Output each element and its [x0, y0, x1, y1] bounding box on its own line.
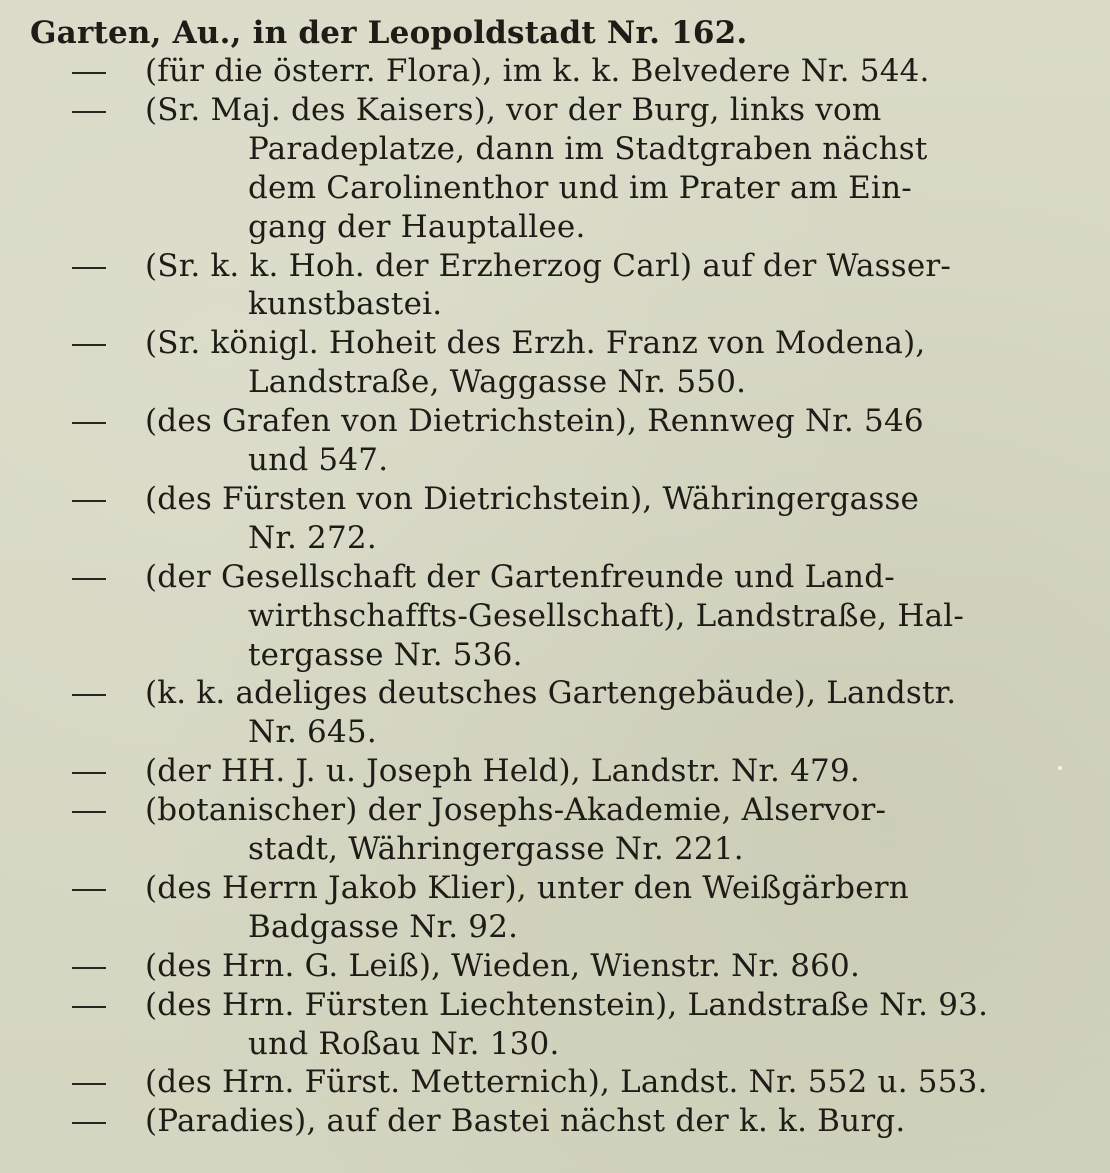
entry-dash	[72, 967, 106, 969]
entry-heading: Garten, Au., in der Leopoldstadt Nr. 162.	[30, 15, 748, 51]
entry-continuation: tergasse Nr. 536.	[248, 636, 523, 673]
entry-dash	[72, 111, 106, 113]
entry-continuation: Nr. 272.	[248, 519, 377, 556]
entry-text: (Sr. Maj. des Kaisers), vor der Burg, links vom	[145, 91, 882, 128]
entry-text: (k. k. adeliges deutsches Gartengebäude), Landstr.	[145, 675, 957, 712]
entry-text: (des Hrn. Fürst. Metternich), Landst. Nr. 552 u. 553.	[145, 1064, 988, 1101]
entry-text: (botanischer) der Josephs-Akademie, Alservor-	[145, 792, 887, 829]
entry-dash	[72, 72, 106, 74]
entry-text: (des Hrn. Fürsten Liechtenstein), Landstraße Nr. 93.	[145, 986, 989, 1023]
entry-continuation: kunstbastei.	[248, 286, 443, 323]
entry-dash	[72, 694, 106, 696]
entry-continuation: Badgasse Nr. 92.	[248, 908, 519, 945]
entry-continuation: wirthschaffts-Gesellschaft), Landstraße, Hal-	[248, 597, 965, 634]
entry-dash	[72, 889, 106, 891]
entry-dash	[72, 1122, 106, 1124]
entry-continuation: Landstraße, Waggasse Nr. 550.	[248, 364, 747, 401]
scan-speck	[1058, 766, 1062, 770]
entry-dash	[72, 578, 106, 580]
entry-text: (Paradies), auf der Bastei nächst der k. k. Burg.	[145, 1103, 906, 1140]
entry-continuation: und 547.	[248, 442, 389, 478]
entry-dash	[72, 422, 106, 424]
entry-continuation: stadt, Währingergasse Nr. 221.	[248, 831, 744, 867]
entry-text: (Sr. königl. Hoheit des Erzh. Franz von Modena),	[145, 325, 926, 362]
entry-text: (der Gesellschaft der Gartenfreunde und Land-	[145, 558, 895, 595]
entry-text: (des Hrn. G. Leiß), Wieden, Wienstr. Nr. 860.	[145, 947, 861, 984]
entry-continuation: gang der Hauptallee.	[248, 208, 586, 245]
entry-continuation: und Roßau Nr. 130.	[248, 1025, 560, 1062]
entry-text: (des Fürsten von Dietrichstein), Währingergasse	[145, 480, 920, 517]
entry-continuation: dem Carolinenthor und im Prater am Ein-	[248, 169, 912, 206]
entry-dash	[72, 811, 106, 813]
entry-dash	[72, 267, 106, 269]
entry-continuation: Paradeplatze, dann im Stadtgraben nächst	[248, 130, 928, 167]
entry-text: (des Herrn Jakob Klier), unter den Weißgärbern	[145, 869, 909, 906]
entry-continuation: Nr. 645.	[248, 714, 377, 751]
entry-dash	[72, 772, 106, 774]
entry-text: (des Grafen von Dietrichstein), Rennweg Nr. 546	[145, 403, 924, 440]
entry-dash	[72, 344, 106, 346]
entry-text: (der HH. J. u. Joseph Held), Landstr. Nr. 479.	[145, 753, 860, 790]
entry-text: (Sr. k. k. Hoh. der Erzherzog Carl) auf der Wasser-	[145, 247, 952, 284]
entry-dash	[72, 500, 106, 502]
entry-dash	[72, 1083, 106, 1085]
entry-text: (für die österr. Flora), im k. k. Belvedere Nr. 544.	[145, 53, 930, 89]
entry-dash	[72, 1006, 106, 1008]
